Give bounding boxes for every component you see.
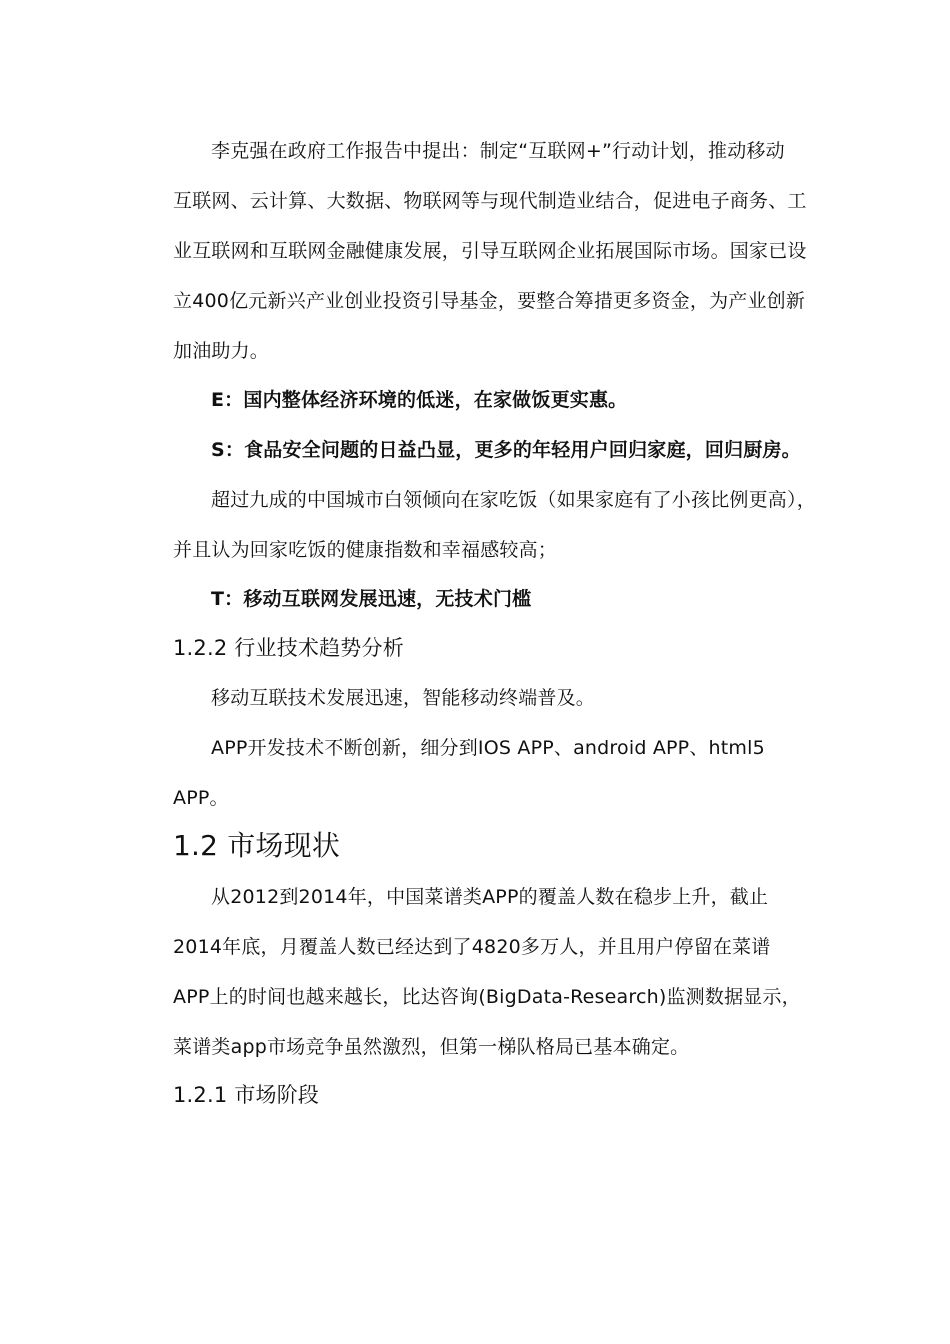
e-point: E：国内整体经济环境的低迷，在家做饭更实惠。: [211, 389, 628, 411]
paragraph-line: 移动互联技术发展迅速，智能移动终端普及。: [211, 687, 596, 709]
section-heading-1-2-2: 1.2.2 行业技术趋势分析: [173, 636, 404, 660]
paragraph-line: APP上的时间也越来越长，比达咨询(BigData-Research)监测数据显示，: [173, 986, 801, 1008]
paragraph-line: 互联网、云计算、大数据、物联网等与现代制造业结合，促进电子商务、工: [173, 190, 807, 212]
section-heading-1-2-1: 1.2.1 市场阶段: [173, 1083, 320, 1107]
paragraph-line: 立400亿元新兴产业创业投资引导基金，要整合筹措更多资金，为产业创新: [173, 290, 806, 312]
paragraph-line: 业互联网和互联网金融健康发展，引导互联网企业拓展国际市场。国家已设: [173, 240, 807, 262]
paragraph-line: 菜谱类app市场竞争虽然激烈，但第一梯队格局已基本确定。: [173, 1036, 690, 1058]
paragraph-line: 超过九成的中国城市白领倾向在家吃饭（如果家庭有了小孩比例更高），: [211, 489, 816, 511]
paragraph-line: APP开发技术不断创新，细分到IOS APP、android APP、html5: [211, 737, 765, 759]
paragraph-line: 并且认为回家吃饭的健康指数和幸福感较高；: [173, 539, 558, 561]
s-point: S：食品安全问题的日益凸显，更多的年轻用户回归家庭，回归厨房。: [211, 439, 801, 461]
paragraph-line: 加油助力。: [173, 340, 270, 362]
paragraph-line: APP。: [173, 787, 229, 809]
section-heading-1-2: 1.2 市场现状: [173, 829, 341, 862]
paragraph-line: 2014年底，月覆盖人数已经达到了4820多万人，并且用户停留在菜谱: [173, 936, 771, 958]
paragraph-line: 从2012到2014年，中国菜谱类APP的覆盖人数在稳步上升，截止: [211, 886, 769, 908]
t-point: T：移动互联网发展迅速，无技术门槛: [211, 588, 532, 610]
paragraph-line: 李克强在政府工作报告中提出：制定“互联网+”行动计划，推动移动: [211, 140, 785, 162]
